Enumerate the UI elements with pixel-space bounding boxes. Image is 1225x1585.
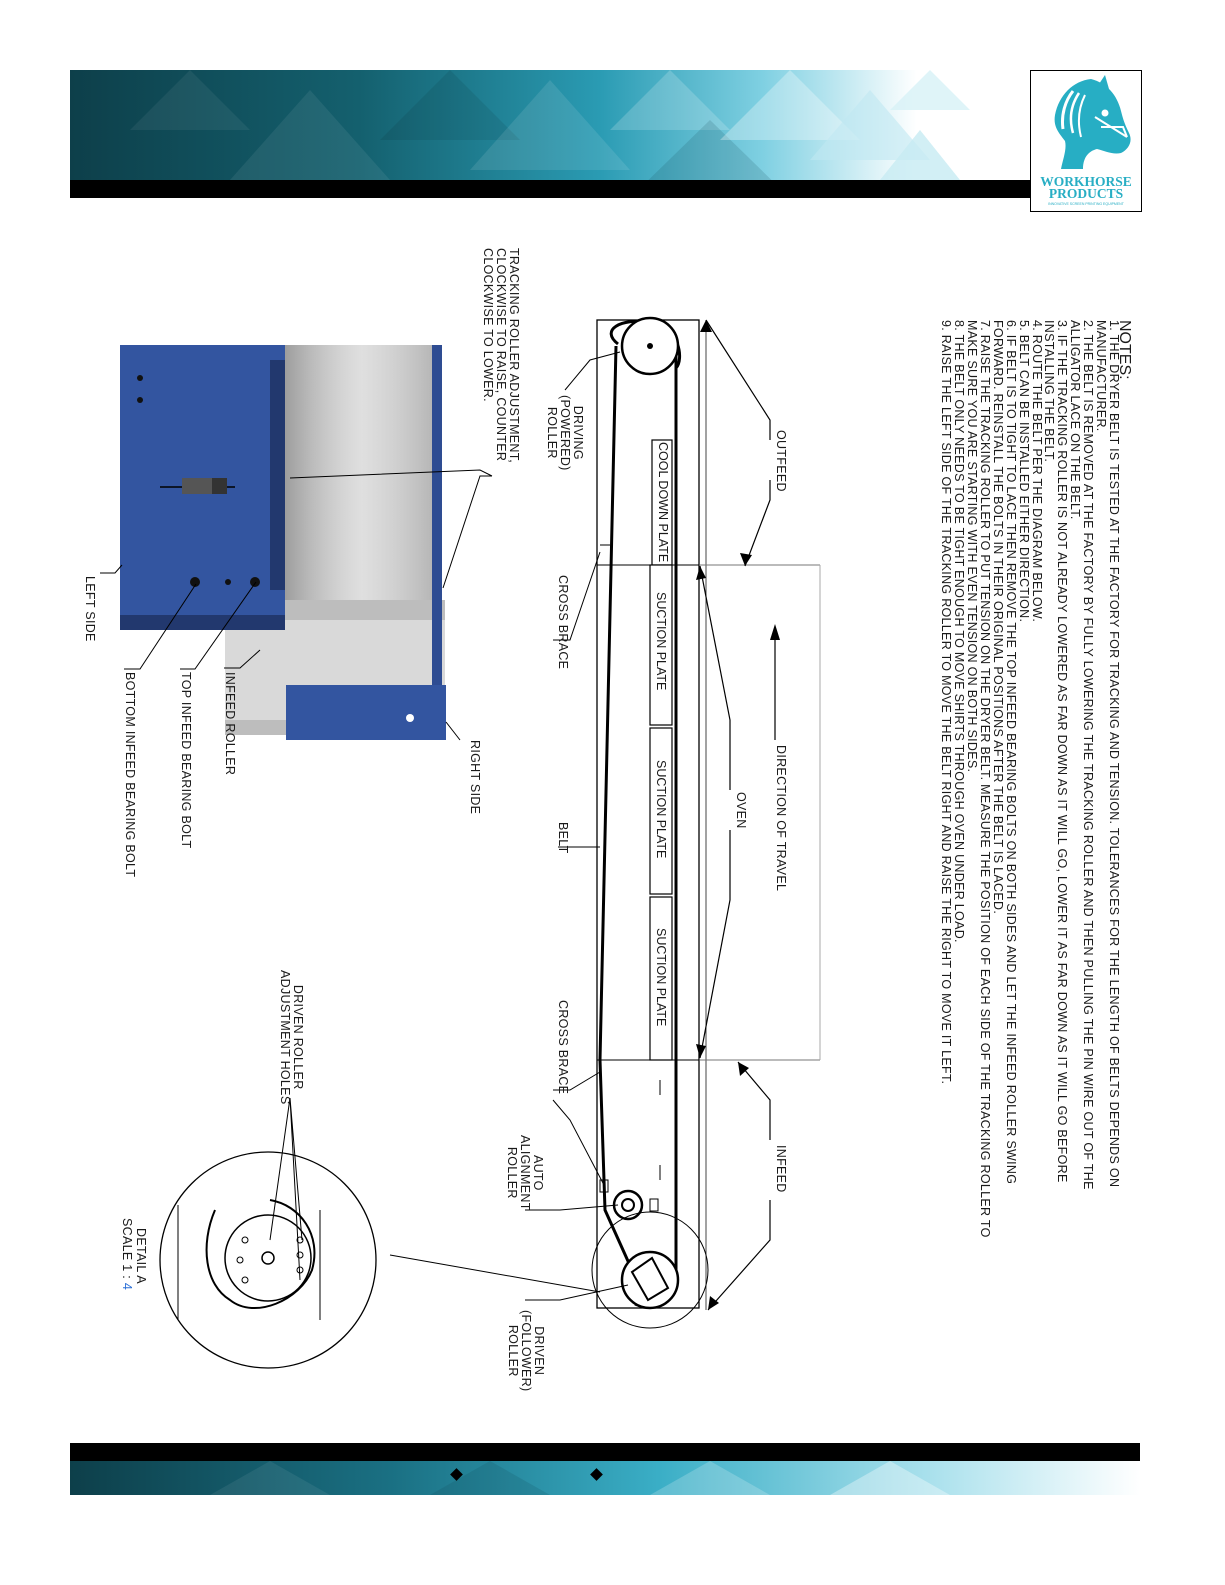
note-line: 7. RAISE THE TRACKING ROLLER TO PUT TENSION ON THE DRYER BELT. MEASURE THE POSITION OF EACH SIDE OF THE TRACKING ROLLER TO bbox=[977, 320, 992, 1238]
top-infeed-bearing-bolt-label: TOP INFEED BEARING BOLT bbox=[179, 672, 193, 849]
cross-brace-label: CROSS BRACE bbox=[556, 1000, 570, 1095]
direction-of-travel-label: DIRECTION OF TRAVEL bbox=[774, 745, 788, 892]
cross-brace-label: CROSS BRACE bbox=[556, 575, 570, 670]
infeed-roller-label: INFEED ROLLER bbox=[223, 672, 237, 776]
left-side-label: LEFT SIDE bbox=[83, 576, 97, 642]
driven-roller-label: DRIVEN (FOLLOWER) ROLLER bbox=[506, 1310, 546, 1392]
right-side-label: RIGHT SIDE bbox=[468, 740, 482, 815]
logo-name-line1: WORKHORSE bbox=[1040, 174, 1132, 189]
driving-roller-label: DRIVING (POWERED) ROLLER bbox=[545, 395, 585, 471]
oven-label: OVEN bbox=[734, 792, 748, 829]
notes-heading: NOTES: bbox=[1116, 320, 1133, 380]
note-line: 8. THE BELT ONLY NEEDS TO BE TIGHT ENOUGH TO MOVE SHIRTS THROUGH OVEN UNDER LOAD. bbox=[952, 320, 967, 943]
logo-name-line2: PRODUCTS bbox=[1048, 186, 1124, 201]
note-line: FORWARD. REINSTALL THE BOLTS IN THEIR ORIGINAL POSITIONS AFTER THE BELT IS LACED. bbox=[990, 320, 1005, 915]
auto-alignment-roller bbox=[614, 1191, 642, 1219]
note-line: 4. ROUTE THE BELT PER THE DIAGRAM BELOW. bbox=[1029, 320, 1044, 623]
belt-label: BELT bbox=[556, 822, 570, 854]
outfeed-label: OUTFEED bbox=[774, 430, 788, 492]
note-line: 9. RAISE THE LEFT SIDE OF THE TRACKING ROLLER TO MOVE THE BELT RIGHT AND RAISE THE RIGHT TO MOVE IT LEFT. bbox=[939, 320, 954, 1085]
footer-banner bbox=[70, 1461, 1140, 1495]
note-line: MAKE SURE YOU ARE STARTING WITH EVEN TENSION ON BOTH SIDES. bbox=[965, 320, 980, 773]
suction-plate-label: SUCTION PLATE bbox=[654, 760, 668, 859]
suction-plate-label: SUCTION PLATE bbox=[654, 928, 668, 1027]
tracking-roller-adjustment-label: TRACKING ROLLER ADJUSTMENT, CLOCKWISE TO RAISE, COUNTER CLOCKWISE TO LOWER. bbox=[481, 248, 521, 464]
detail-a-scale: SCALE 1 : 4 bbox=[120, 1218, 134, 1291]
right-side-panel bbox=[432, 345, 442, 685]
footer-pattern bbox=[70, 1461, 1140, 1495]
footer-rule bbox=[70, 1443, 1140, 1461]
detail-a-view bbox=[160, 1152, 376, 1368]
logo-tagline: INNOVATIVE SCREEN PRINTING EQUIPMENT bbox=[1048, 202, 1124, 206]
note-line: 2. THE BELT IS REMOVED AT THE FACTORY BY FULLY LOWERING THE TRACKING ROLLER AND THEN PULLING THE PIN WIRE OUT OF THE bbox=[1081, 320, 1096, 1190]
note-line: 6. IF BELT IS TO TIGHT TO LACE THEN REMOVE THE TOP INFEED BEARING BOLTS ON BOTH SIDES AND LET THE INFEED ROLLER SWING bbox=[1003, 320, 1018, 1185]
note-line: 1. THE DRYER BELT IS TESTED AT THE FACTORY FOR TRACKING AND TENSION. TOLERANCES FOR THE LENGTH OF BELTS DEPENDS ON bbox=[1107, 320, 1121, 1188]
bottom-infeed-bearing-bolt-label: BOTTOM INFEED BEARING BOLT bbox=[123, 672, 137, 878]
suction-plate-label: SUCTION PLATE bbox=[654, 592, 668, 691]
note-line: 5. BELT CAN BE INSTALLED EITHER DIRECTION. bbox=[1016, 320, 1031, 623]
note-line: MANUFACTURER. bbox=[1094, 320, 1109, 432]
driven-roller-adjustment-holes-label: DRIVEN ROLLER ADJUSTMENT HOLES bbox=[278, 970, 305, 1105]
auto-alignment-roller-label: AUTO ALIGNMENT ROLLER bbox=[505, 1135, 545, 1211]
conveyor-render bbox=[120, 345, 446, 740]
cool-down-plate-label: COOL DOWN PLATE bbox=[656, 442, 670, 563]
detail-a-title: DETAIL A bbox=[134, 1228, 148, 1284]
infeed-label: INFEED bbox=[774, 1145, 788, 1193]
note-line: 3. IF THE TRACKING ROLLER IS NOT ALREADY LOWERED AS FAR DOWN AS IT WILL GO, LOWER IT AS FAR DOWN AS IT WILL GO BEFORE bbox=[1055, 320, 1070, 1183]
note-line: ALLIGATOR LACE ON THE BELT. bbox=[1068, 320, 1083, 520]
note-line: INSTALLING THE BELT. bbox=[1042, 320, 1057, 463]
